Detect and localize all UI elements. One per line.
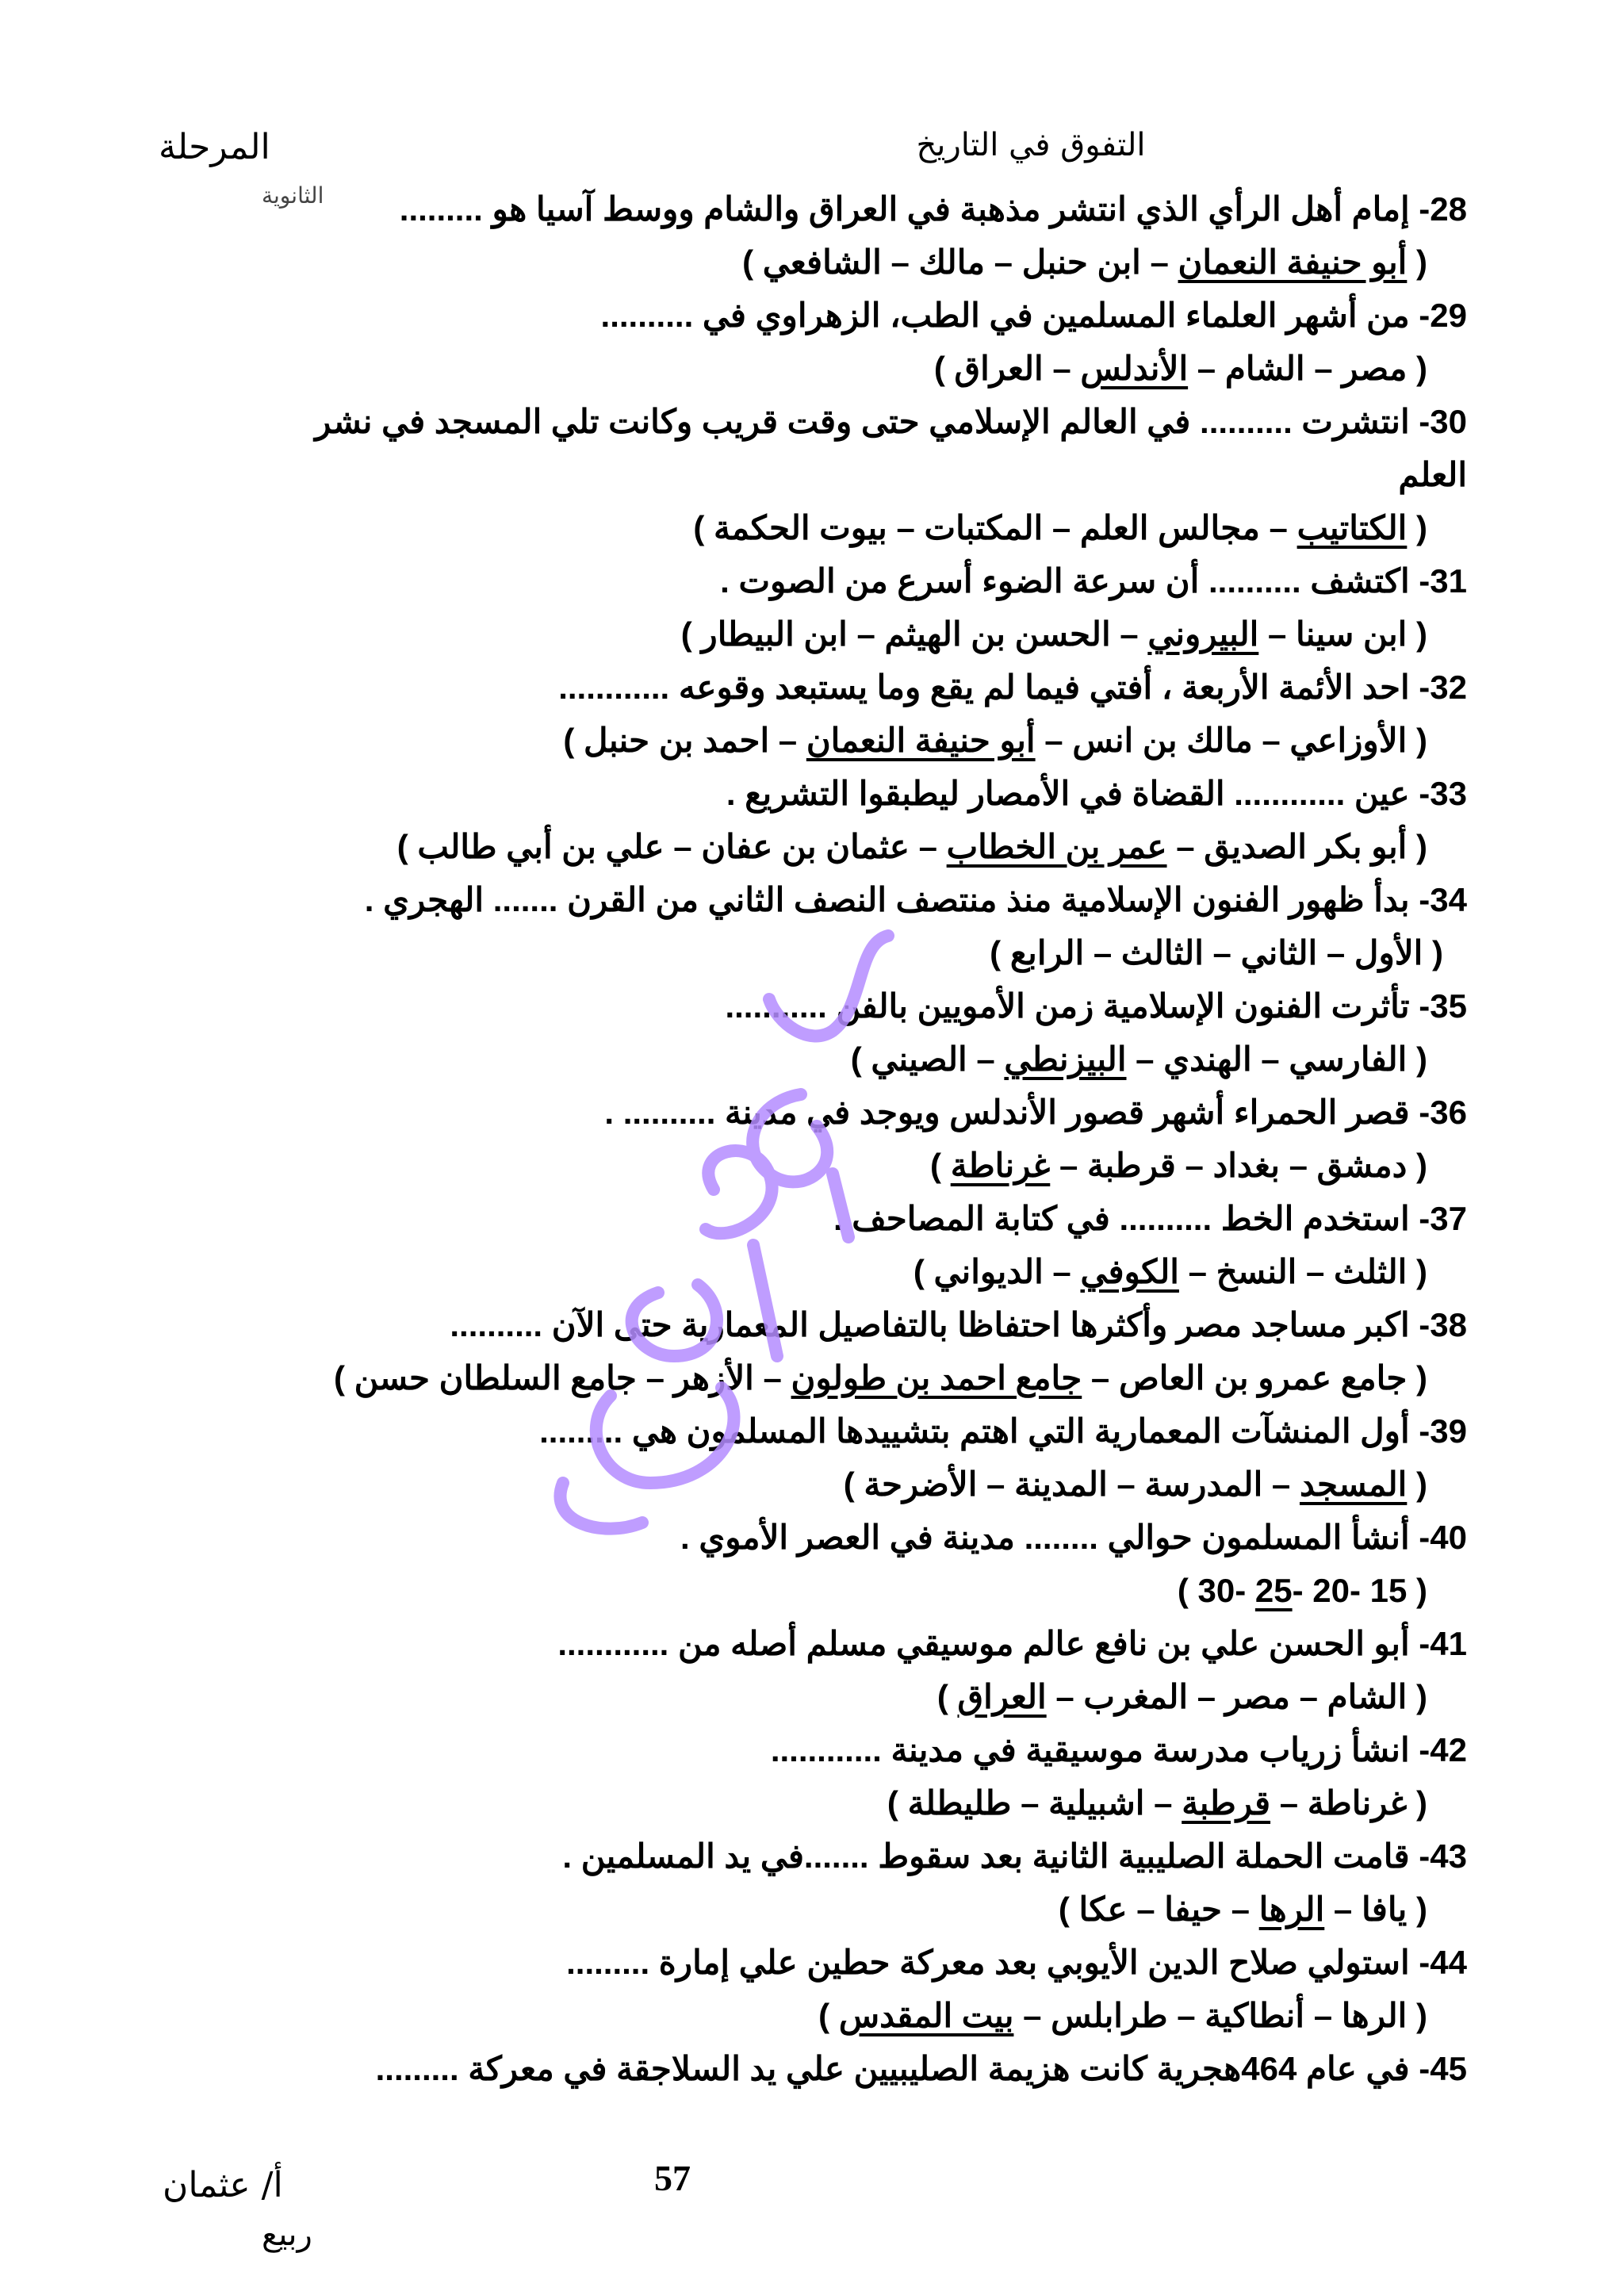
answer-options: ( الرها – أنطاكية – طرابلس – بيت المقدس ) [818,1997,1427,2034]
answer-option: حيفا [1164,1891,1222,1928]
answer-options: ( أبو بكر الصديق – عمر بن الخطاب – عثمان بن عفان – علي بن أبي طالب ) [396,828,1427,865]
answer-options: ( جامع عمرو بن العاص – جامع احمد بن طولون – الأزهر – جامع السلطان حسن ) [333,1359,1427,1397]
answer-option: المدرسة [1144,1466,1263,1503]
question-text-continued: العلم [1398,456,1467,493]
correct-answer: غرناطة [950,1147,1051,1184]
answer-option: دمشق [1316,1147,1408,1184]
answer-options: ( الشام – مصر – المغرب – العراق ) [936,1678,1427,1715]
answer-options: ( المسجد – المدرسة – المدينة – الأضرحة ) [843,1466,1427,1503]
answer-option: الديواني [933,1253,1044,1290]
answer-options: ( الكتاتيب – مجالس العلم – المكتبات – بيوت الحكمة ) [693,509,1427,546]
question-text: 40- أنشأ المسلمون حوالي ........ مدينة في العصر الأموي . [680,1519,1467,1556]
answer-option: مصر [1342,350,1408,387]
answer-options: ( غرناطة – قرطبة – اشبيلية – طليطلة ) [887,1784,1427,1822]
answer-options: ( 15 -20 -25 -30 ) [1177,1572,1427,1609]
answer-option: مالك [918,243,986,281]
question-text: 36- قصر الحمراء أشهر قصور الأندلس ويوجد في مدينة .......... . [604,1094,1467,1131]
correct-answer: الأندلس [1080,350,1189,387]
correct-answer: أبو حنيفة النعمان [1178,243,1408,281]
answer-option: الأوزاعي [1289,722,1408,759]
answer-options: ( الأول – الثاني – الثالث – الرابع ) [990,934,1443,971]
answer-option: الحسن بن الهيثم [884,615,1111,653]
question-text: 37- استخدم الخط .......... في كتابة المصاحف . [833,1200,1467,1237]
header-stage-sub: الثانوية [262,182,324,209]
correct-answer: أبو حنيفة النعمان [806,722,1036,759]
question-text: 34- بدأ ظهور الفنون الإسلامية منذ منتصف النصف الثاني من القرن ....... الهجري . [364,881,1467,918]
correct-answer: المسجد [1299,1466,1408,1503]
correct-answer: البيروني [1147,615,1259,653]
answer-option: قرطبة [1086,1147,1176,1184]
correct-answer: الكوفي [1080,1253,1179,1290]
answer-option: عكا [1078,1891,1128,1928]
answer-option: الرها [1341,1997,1408,2034]
answer-option: 15 [1369,1572,1408,1609]
answer-option: الثالث [1120,934,1204,971]
answer-option: غرناطة [1307,1784,1408,1822]
answer-option: المدينة [1014,1466,1108,1503]
question-text: 31- اكتشف .......... أن سرعة الضوء أسرع من الصوت . [720,562,1467,600]
question-text: 35- تأثرت الفنون الإسلامية زمن الأمويين بالفن ........... [725,987,1467,1025]
answer-option: مصر [1224,1678,1290,1715]
correct-answer: الكتاتيب [1297,509,1408,546]
answer-options: ( يافا – الرها – حيفا – عكا ) [1058,1891,1427,1928]
correct-answer: قرطبة [1182,1784,1271,1822]
answer-option: ابن حنبل [1021,243,1141,281]
question-text: 38- اكبر مساجد مصر وأكثرها احتفاظا بالتفاصيل المعمارية حتى الآن .......... [450,1306,1467,1343]
answer-option: الأول [1354,934,1423,971]
correct-answer: الرها [1258,1891,1325,1928]
correct-answer: جامع احمد بن طولون [791,1359,1082,1397]
answer-option: الشام [1224,350,1305,387]
answer-option: طرابلس [1051,1997,1168,2034]
question-text: 43- قامت الحملة الصليبية الثانية بعد سقوط .......في يد المسلمين . [562,1837,1467,1875]
answer-option: المكتبات [924,509,1044,546]
answer-option: الأضرحة [864,1466,978,1503]
answer-option: 30 [1197,1572,1235,1609]
answer-option: ابن البيطار [701,615,848,653]
question-text: 33- عين ............ القضاة في الأمصار ليطبقوا التشريع . [726,775,1467,812]
answer-option: ابن سينا [1296,615,1408,653]
correct-answer: 25 [1254,1572,1293,1609]
answer-option: مالك بن انس [1072,722,1253,759]
answer-option: جامع السلطان حسن [354,1359,637,1397]
answer-option: العراق [954,350,1044,387]
correct-answer: عمر بن الخطاب [946,828,1167,865]
question-text: 32- احد الأئمة الأربعة ، أفتي فيما لم يقع وما يستبعد وقوعه ............ [558,669,1467,706]
answer-option: الصيني [871,1040,967,1078]
correct-answer: بيت المقدس [838,1997,1014,2034]
answer-option: الفارسي [1289,1040,1408,1078]
answer-options: ( ابن سينا – البيروني – الحسن بن الهيثم – ابن البيطار ) [680,615,1427,653]
answer-option: الشافعي [762,243,882,281]
answer-options: ( أبو حنيفة النعمان – ابن حنبل – مالك – الشافعي ) [742,243,1427,281]
answer-option: طليطلة [907,1784,1012,1822]
answer-option: أنطاكية [1205,1997,1305,2034]
answer-option: الثاني [1240,934,1318,971]
answer-options: ( دمشق – بغداد – قرطبة – غرناطة ) [930,1147,1427,1184]
answer-option: يافا [1361,1891,1408,1928]
header-title: التفوق في التاريخ [916,127,1146,163]
answer-option: احمد بن حنبل [584,722,770,759]
question-text: 30- انتشرت .......... في العالم الإسلامي حتى وقت قريب وكانت تلي المسجد في نشر [315,403,1467,440]
answer-option: 20 [1312,1572,1350,1609]
question-text: 29- من أشهر العلماء المسلمين في الطب، الزهراوي في .......... [600,297,1467,334]
answer-option: علي بن أبي طالب [417,828,665,865]
answer-option: بغداد [1212,1147,1280,1184]
answer-option: بيوت الحكمة [714,509,887,546]
answer-option: الأزهر [673,1359,754,1397]
author-name: أ/ عثمان [163,2165,283,2205]
question-text: 39- أول المنشآت المعمارية التي اهتم بتشييدها المسلمون هي ......... [539,1412,1467,1450]
answer-option: اشبيلية [1048,1784,1145,1822]
question-text: 28- إمام أهل الرأي الذي انتشر مذهبة في العراق والشام ووسط آسيا هو ......... [399,190,1467,228]
author-surname: ربيع [262,2216,312,2253]
page-number: 57 [654,2158,691,2198]
answer-option: الشام [1327,1678,1408,1715]
question-text: 42- انشأ زرياب مدرسة موسيقية في مدينة ............ [770,1731,1467,1768]
correct-answer: العراق [957,1678,1047,1715]
question-text: 45- في عام 464هجرية كانت هزيمة الصليبيين علي يد السلاجقة في معركة ......... [375,2050,1467,2087]
answer-options: ( الفارسي – الهندي – البيزنطي – الصيني ) [850,1040,1427,1078]
answer-option: النسخ [1216,1253,1297,1290]
answer-option: الرابع [1009,934,1085,971]
answer-options: ( مصر – الشام – الأندلس – العراق ) [933,350,1427,387]
answer-option: مجالس العلم [1079,509,1260,546]
questions-list [182,182,1467,2095]
answer-options: ( الأوزاعي – مالك بن انس – أبو حنيفة النعمان – احمد بن حنبل ) [563,722,1427,759]
answer-option: الهندي [1163,1040,1252,1078]
question-text: 41- أبو الحسن علي بن نافع عالم موسيقي مسلم أصله من ............ [557,1625,1467,1662]
answer-option: جامع عمرو بن العاص [1118,1359,1408,1397]
answer-option: عثمان بن عفان [701,828,910,865]
header-stage: المرحلة [159,127,270,167]
question-text: 44- استولي صلاح الدين الأيوبي بعد معركة حطين علي إمارة ......... [566,1944,1467,1981]
answer-options: ( الثلث – النسخ – الكوفي – الديواني ) [913,1253,1427,1290]
answer-option: المغرب [1083,1678,1189,1715]
answer-option: أبو بكر الصديق [1204,828,1408,865]
correct-answer: البيزنطي [1004,1040,1127,1078]
answer-option: الثلث [1334,1253,1408,1290]
